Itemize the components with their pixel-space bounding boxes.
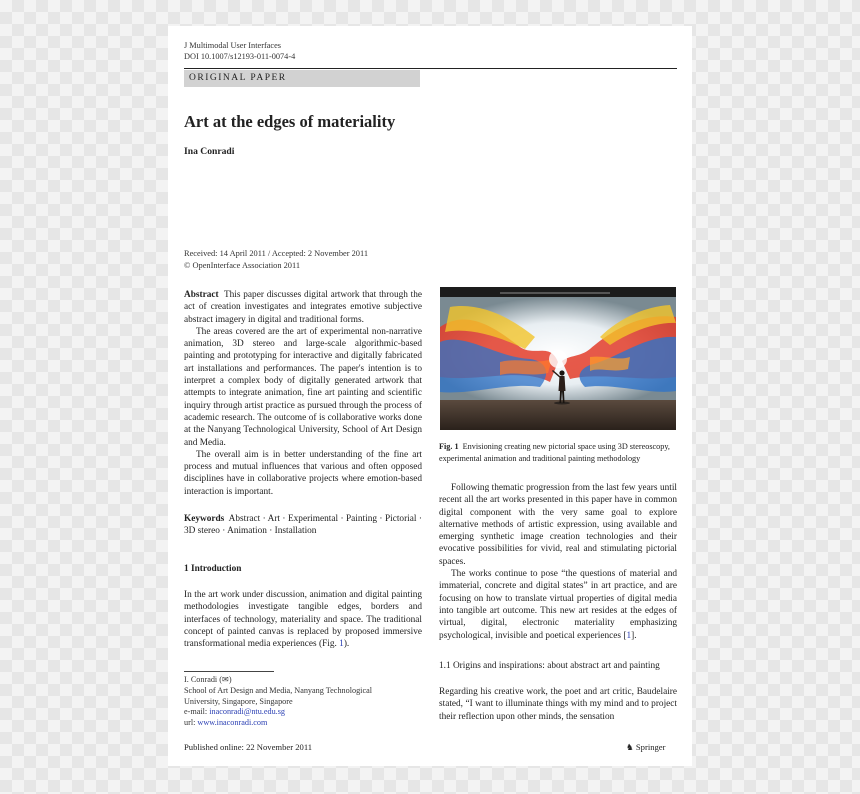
springer-horse-icon: ♞ [626, 742, 634, 752]
footnote-name: I. Conradi (✉) [184, 675, 232, 684]
intro-section [184, 589, 422, 650]
fig-ref-link[interactable]: 1 [339, 639, 344, 650]
received-accepted: Received: 14 April 2011 / Accepted: 2 November 2011 [184, 249, 369, 258]
intro-text: In the art work under discussion, animation and digital painting methodologies investigate tangible edges, borders and interfaces of technology, materiality and space. The traditional concept of painted canvas is replaced by proposed immersive transformational media experiences (Fig. [184, 590, 422, 650]
intro-text-end: ). [343, 639, 350, 650]
keywords-section [184, 513, 422, 538]
footnote-rule [184, 671, 274, 672]
intro-heading: 1 Introduction [184, 564, 242, 574]
figure-caption-text: Envisioning creating new pictorial space using 3D stereoscopy, experimental animation and traditional painting methodology [439, 442, 670, 463]
url-link[interactable]: www.inaconradi.com [197, 718, 268, 728]
figure-caption [439, 441, 679, 464]
abstract-p3: The overall aim is in better understanding of the fine art process and mutual influences that various and often opposed disciplines have in collaborative projects where emotion-based interaction is important. [184, 449, 422, 497]
right-p2: The works continue to pose “the questions of material and immaterial, concrete and digital states” in art practice, and are focusing on how to translate virtual properties of digital media into tangible art outcome. This new art resides at the edges of virtual, digital, electronic materiality emphasizing psychological, invisible and poetical experiences [ [439, 569, 677, 641]
citation-link[interactable]: 1 [626, 630, 632, 641]
email-label: e-mail: [184, 707, 210, 717]
email-link[interactable]: inaconradi@ntu.edu.sg [209, 707, 285, 717]
keywords-label: Keywords [184, 514, 225, 524]
author-footnote [184, 675, 372, 729]
paper-page [168, 26, 692, 766]
author-name: Ina Conradi [184, 146, 235, 157]
publisher-name: Springer [635, 742, 666, 752]
right-p3: Regarding his creative work, the poet and art critic, Baudelaire stated, “I want to illuminate things with my mind and to project their reflection upon other minds, the sensation [439, 687, 677, 722]
right-p1: Following thematic progression from the last few years until recent all the art works presented in this paper have in common digital component with the very same goal to explore alternative methods of artistic expression, using available and emerging synthetic image creation technologies and their evocative possibilities for vivid, real and stimulating pictorial spaces. [439, 483, 677, 567]
keywords-text: Abstract · Art · Experimental · Painting · Pictorial · 3D stereo · Animation · Installation [184, 514, 422, 537]
journal-header [184, 40, 295, 62]
figure-label: Fig. 1 [439, 442, 459, 451]
right-column-continuation [439, 686, 677, 723]
subsection-heading: 1.1 Origins and inspirations: about abstract art and painting [439, 661, 660, 671]
dates-block [184, 248, 368, 271]
journal-name: J Multimodal User Interfaces [184, 41, 281, 50]
right-p2-end: ]. [631, 630, 637, 641]
paper-title: Art at the edges of materiality [184, 112, 396, 131]
doi: DOI 10.1007/s12193-011-0074-4 [184, 52, 296, 61]
footnote-affil-1: School of Art Design and Media, Nanyang Technological [184, 685, 372, 695]
footnote-affil-2: University, Singapore, Singapore [184, 696, 293, 706]
abstract-p2: The areas covered are the art of experimental non-narrative animation, 3D stereo and large-scale algorithmic-based painting and prototyping for interactive and digitally fabricated art installations and performances. The paper's intention is to interpret a complex body of digitally generated artwork that attempts to integrate animation, fine art painting and scientific inquiry through artist practice as pursued through the process of academic research. The outcome of is collaborative works done at the Nanyang Technological University, School of Art Design and Media. [184, 326, 422, 448]
abstract-section [184, 289, 422, 498]
published-online: Published online: 22 November 2011 [184, 742, 313, 752]
category-band: ORIGINAL PAPER [184, 70, 420, 87]
abstract-p1: This paper discusses digital artwork that through the act of creation investigates and integrates emotive subjective abstract imagery in digital and traditional forms. [184, 290, 423, 325]
url-label: url: [184, 718, 198, 728]
figure-1-image [440, 287, 676, 430]
right-column-body [439, 482, 677, 642]
art-installation-illustration [440, 287, 676, 430]
copyright: © OpenInterface Association 2011 [184, 260, 301, 270]
header-rule [184, 68, 677, 69]
abstract-label: Abstract [184, 290, 219, 300]
publisher-logo [626, 742, 665, 753]
